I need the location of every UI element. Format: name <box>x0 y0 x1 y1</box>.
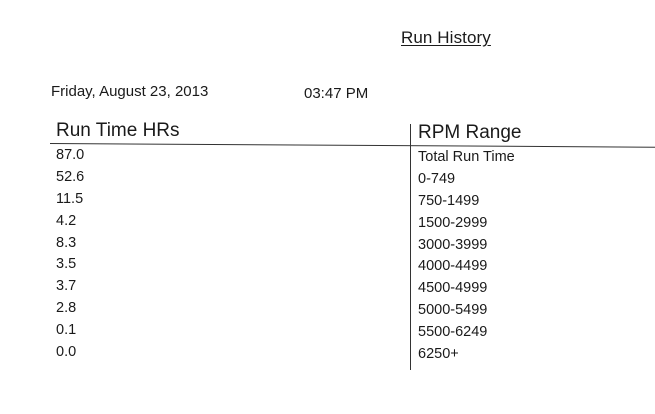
rpm-range-cell: 5000-5499 <box>418 302 488 319</box>
column-header-run-time: Run Time HRs <box>56 120 180 141</box>
rpm-range-column <box>418 148 515 367</box>
report-time: 03:47 PM <box>304 85 369 102</box>
rpm-range-cell: 3000-3999 <box>418 236 488 253</box>
rpm-range-cell: 4000-4499 <box>418 258 488 275</box>
rpm-range-cell: Total Run Time <box>418 149 515 165</box>
column-divider <box>410 124 411 370</box>
run-time-cell: 0.1 <box>56 322 77 339</box>
rpm-range-cell: 6250+ <box>418 346 459 363</box>
run-time-cell: 87.0 <box>56 147 85 163</box>
run-time-cell: 0.0 <box>56 344 77 361</box>
run-time-column <box>56 146 84 365</box>
run-time-cell: 4.2 <box>56 212 77 229</box>
rpm-range-cell: 750-1499 <box>418 192 480 209</box>
run-time-cell: 52.6 <box>56 168 85 185</box>
rpm-range-cell: 4500-4999 <box>418 280 488 297</box>
header-divider <box>50 143 655 148</box>
rpm-range-cell: 1500-2999 <box>418 214 488 231</box>
run-time-cell: 3.5 <box>56 256 77 273</box>
run-time-cell: 11.5 <box>56 190 84 207</box>
column-header-rpm-range: RPM Range <box>418 122 522 143</box>
rpm-range-cell: 5500-6249 <box>418 324 488 341</box>
run-time-cell: 8.3 <box>56 234 77 251</box>
report-date: Friday, August 23, 2013 <box>51 83 209 100</box>
run-time-cell: 3.7 <box>56 278 77 295</box>
run-time-cell: 2.8 <box>56 300 77 317</box>
rpm-range-cell: 0-749 <box>418 170 456 187</box>
report-title: Run History <box>401 28 491 47</box>
